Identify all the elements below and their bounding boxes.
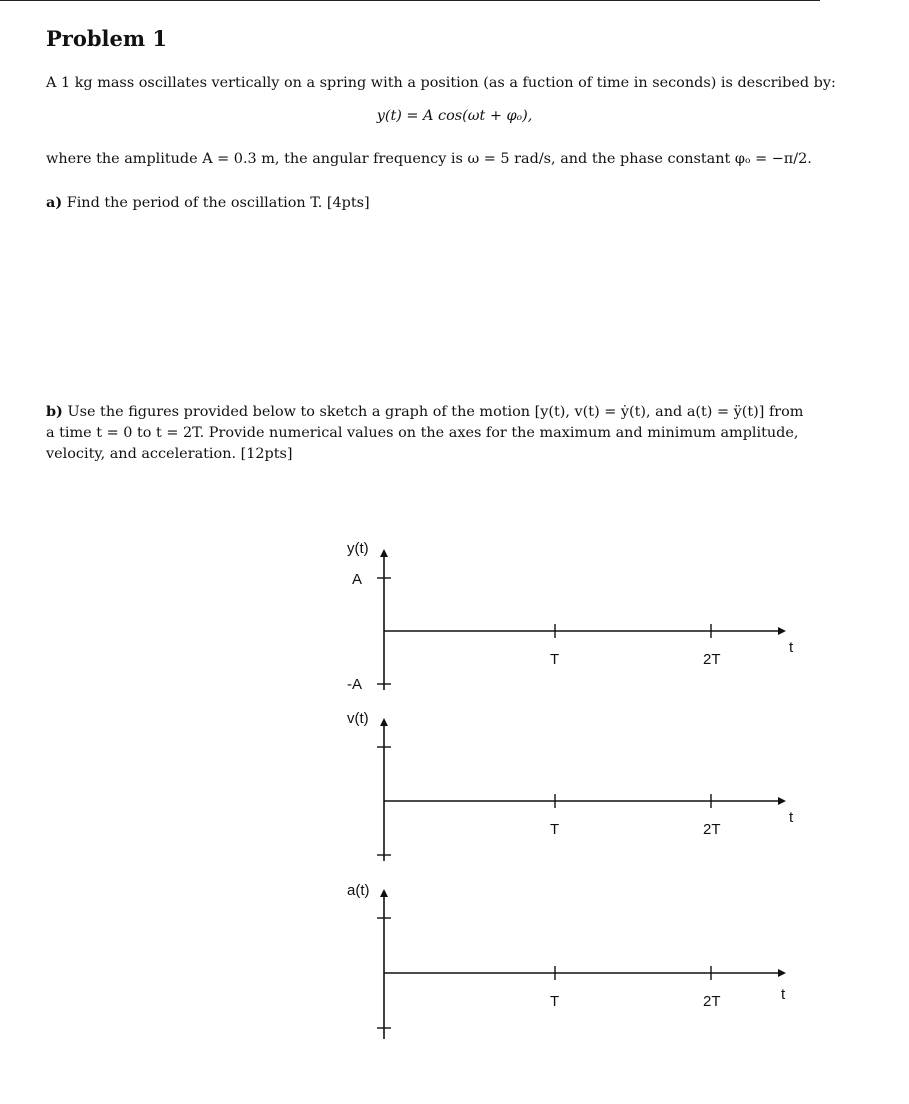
velocity-tick-t-label: T bbox=[550, 821, 560, 838]
part-a-label: a) bbox=[46, 194, 63, 211]
part-b-line-2: a time t = 0 to t = 2T. Provide numerical values on the axes for the maximum and minimum amplitude, bbox=[46, 425, 799, 441]
problem-title: Problem 1 bbox=[46, 26, 168, 51]
velocity-x-label: t bbox=[789, 809, 794, 826]
velocity-y-label: v(t) bbox=[347, 710, 369, 727]
position-graph bbox=[347, 540, 794, 693]
position-tick-2t-label: 2T bbox=[703, 651, 721, 668]
position-y-label: y(t) bbox=[347, 540, 369, 557]
part-b-text-1: Use the figures provided below to sketch a graph of the motion [y(t), v(t) = ẏ(t), and a(t) = ÿ(t)] from bbox=[67, 404, 804, 420]
position-min-label: -A bbox=[347, 676, 362, 693]
acceleration-y-label: a(t) bbox=[347, 882, 370, 899]
position-max-label: A bbox=[352, 571, 363, 588]
acceleration-tick-2t-label: 2T bbox=[703, 993, 721, 1010]
acceleration-x-label: t bbox=[781, 986, 786, 1003]
part-b-line-3: velocity, and acceleration. [12pts] bbox=[46, 446, 293, 462]
problem-conditions: where the amplitude A = 0.3 m, the angular frequency is ω = 5 rad/s, and the phase constant φₒ = −π/2. bbox=[46, 151, 812, 167]
acceleration-tick-t-label: T bbox=[550, 993, 560, 1010]
velocity-tick-2t-label: 2T bbox=[703, 821, 721, 838]
position-equation: y(t) = A cos(ωt + φₒ), bbox=[376, 108, 533, 124]
position-tick-t-label: T bbox=[550, 651, 560, 668]
acceleration-graph bbox=[347, 882, 786, 1039]
problem-intro: A 1 kg mass oscillates vertically on a spring with a position (as a fuction of time in seconds) is described by: bbox=[46, 75, 836, 91]
part-a-text: Find the period of the oscillation T. [4pts] bbox=[66, 195, 370, 211]
velocity-graph bbox=[347, 710, 794, 861]
position-x-label: t bbox=[789, 639, 794, 656]
part-b-label: b) bbox=[46, 403, 63, 420]
